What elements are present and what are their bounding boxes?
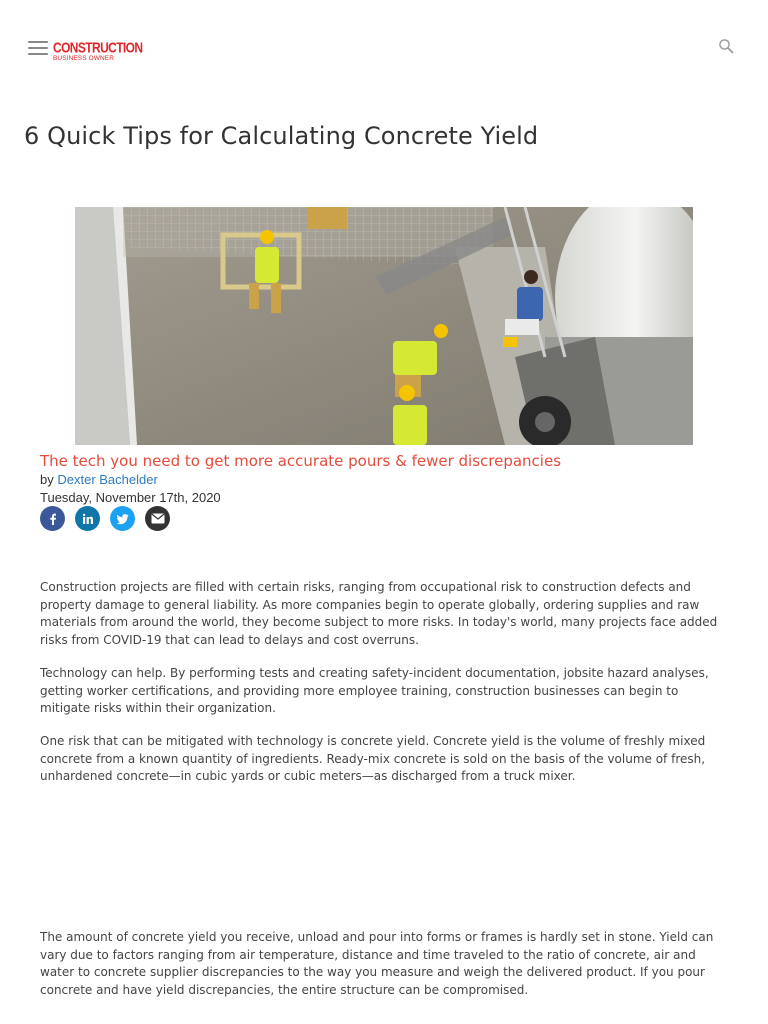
email-icon — [151, 513, 165, 524]
article-paragraph: The amount of concrete yield you receive, unload and pour into forms or frames is hardly set in stone. Yield can vary due to factors ranging from air temperature, distance and time traveled to the ratio of concrete, air and water to concrete supplier discrepancies to the way you measure and weigh the delivered product. If you pour concrete and have yield discrepancies, the entire structure can be compromised. — [40, 930, 714, 997]
hamburger-menu-icon[interactable] — [28, 41, 48, 57]
article-paragraph: Technology can help. By performing tests and creating safety-incident documentation, jobsite hazard analyses, getting worker certifications, and providing more employee training, construction businesses can begin to mitigate risks within their organization. — [40, 666, 709, 716]
linkedin-icon — [82, 513, 94, 525]
article-paragraph: One risk that can be mitigated with technology is concrete yield. Concrete yield is the volume of freshly mixed concrete from a known quantity of ingredients. Ready-mix concrete is sold on the basis of the volume of fresh, unhardened concrete—in cubic yards or cubic meters—as discharged from a truck mixer. — [40, 734, 706, 784]
twitter-share-button[interactable] — [110, 506, 135, 531]
hero-image — [75, 207, 693, 445]
concrete-pour-photo — [75, 207, 693, 445]
linkedin-share-button[interactable] — [75, 506, 100, 531]
byline-prefix: by — [40, 472, 54, 487]
site-header — [0, 0, 768, 90]
logo-main-text: CONSTRUCTION — [53, 38, 143, 57]
facebook-icon — [47, 513, 59, 525]
search-icon[interactable] — [718, 38, 734, 54]
author-link[interactable]: Dexter Bachelder — [57, 472, 158, 487]
article-paragraph: Construction projects are filled with certain risks, ranging from occupational risk to construction defects and property damage to general liability. As more companies begin to operate globally, ordering supplies and raw materials from around the world, they become subject to more risks. In today's world, many projects face added risks from COVID-19 that can lead to delays and cost overruns. — [40, 580, 718, 647]
twitter-icon — [116, 513, 129, 525]
publish-date: Tuesday, November 17th, 2020 — [40, 490, 221, 505]
article-title: 6 Quick Tips for Calculating Concrete Yield — [24, 122, 539, 150]
site-logo[interactable] — [53, 40, 142, 63]
share-buttons — [40, 506, 170, 531]
facebook-share-button[interactable] — [40, 506, 65, 531]
worker-5 — [307, 207, 347, 229]
email-share-button[interactable] — [145, 506, 170, 531]
article-subtitle: The tech you need to get more accurate pours & fewer discrepancies — [40, 452, 562, 470]
logo-sub-text: BUSINESS OWNER — [53, 55, 114, 62]
byline — [40, 472, 158, 487]
